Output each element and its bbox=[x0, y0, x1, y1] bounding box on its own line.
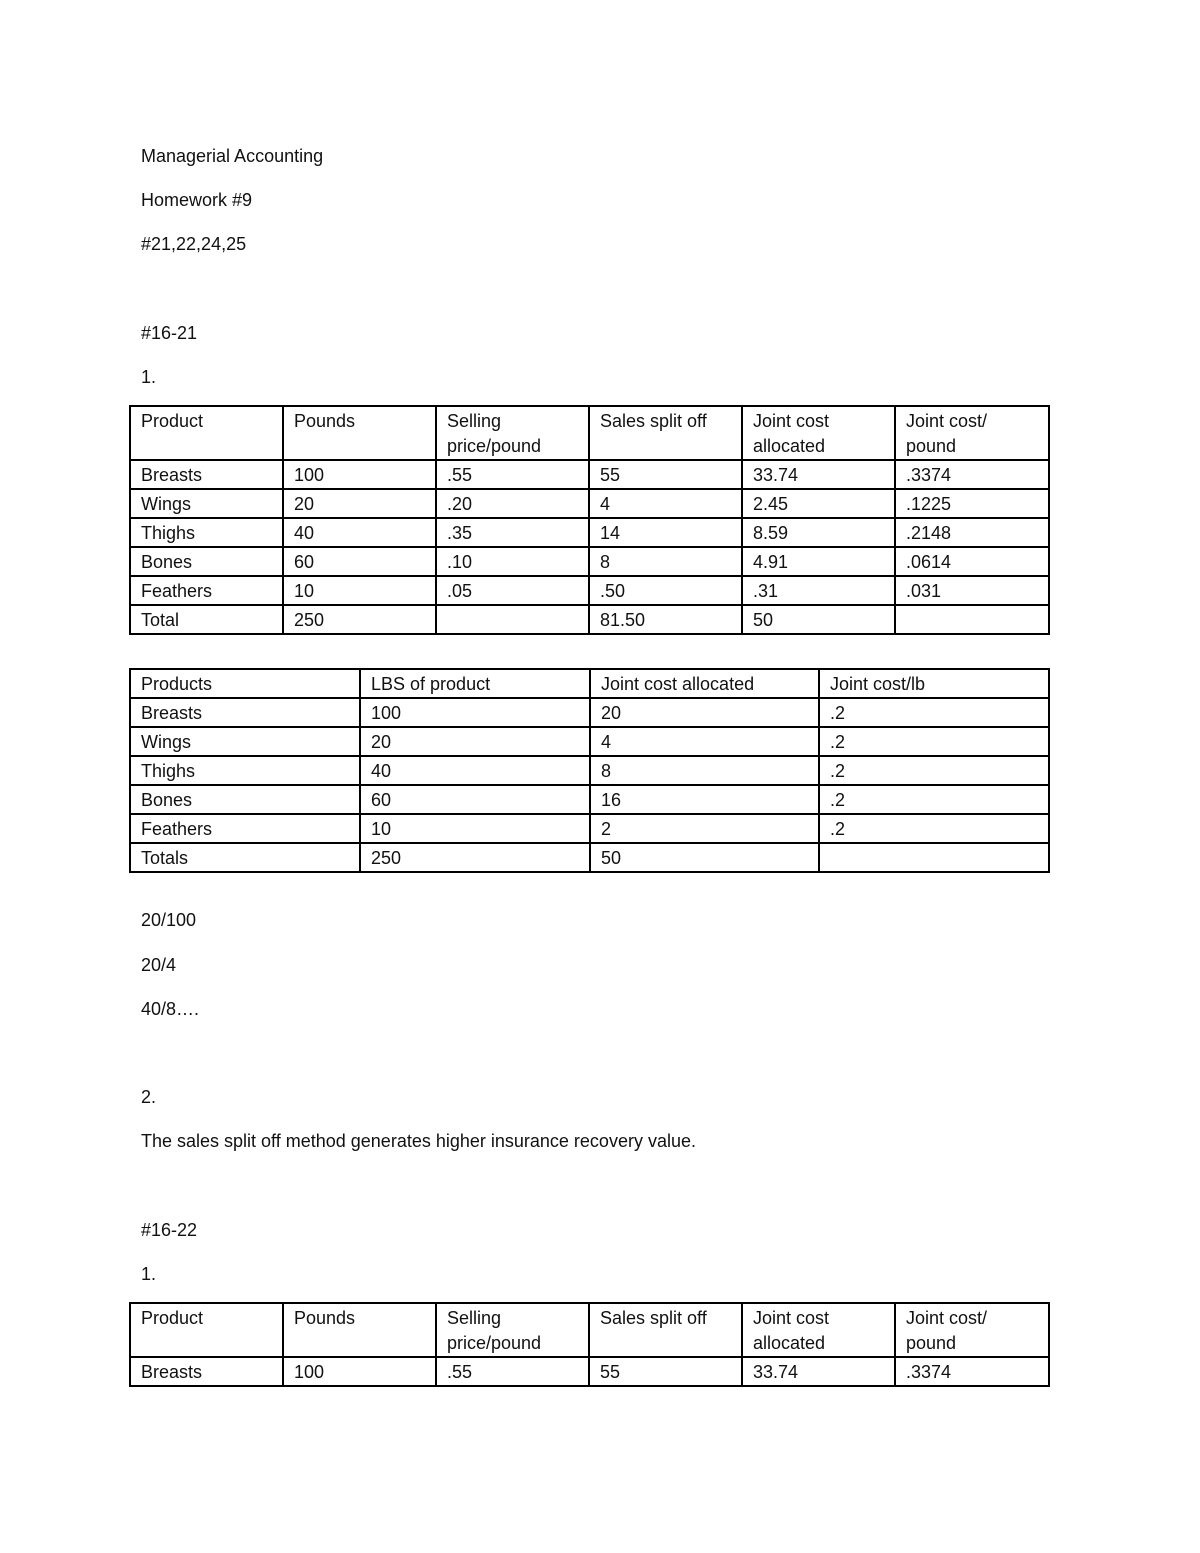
table-cell: .35 bbox=[436, 518, 589, 547]
table-cell: .10 bbox=[436, 547, 589, 576]
header-cell: Joint cost/ pound bbox=[895, 1303, 1049, 1357]
table-cell: Bones bbox=[130, 785, 360, 814]
joint-cost-table-pounds bbox=[129, 668, 1050, 873]
table-cell: 20 bbox=[360, 727, 590, 756]
table-cell: 50 bbox=[590, 843, 819, 872]
table-cell: Total bbox=[130, 605, 283, 634]
calc-note: 20/4 bbox=[141, 955, 177, 975]
table-cell: 20 bbox=[590, 698, 819, 727]
table-cell: 55 bbox=[589, 1357, 742, 1386]
item-number-2: 2. bbox=[141, 1087, 157, 1107]
header-cell: Joint cost/lb bbox=[819, 669, 1049, 698]
table-cell: .2 bbox=[819, 698, 1049, 727]
table-row bbox=[130, 518, 1049, 547]
table-cell: 50 bbox=[742, 605, 895, 634]
item-number-1: 1. bbox=[141, 367, 157, 387]
table-row bbox=[130, 756, 1049, 785]
header-cell: Joint cost allocated bbox=[590, 669, 819, 698]
table-cell: Feathers bbox=[130, 814, 360, 843]
header-cell: Selling price/pound bbox=[436, 1303, 589, 1357]
table-cell: 20 bbox=[283, 489, 436, 518]
table-cell: Wings bbox=[130, 727, 360, 756]
table-cell: 8.59 bbox=[742, 518, 895, 547]
table-row bbox=[130, 814, 1049, 843]
table-cell: 33.74 bbox=[742, 460, 895, 489]
table-cell: .05 bbox=[436, 576, 589, 605]
table-cell bbox=[819, 843, 1049, 872]
answer-text: The sales split off method generates higher insurance recovery value. bbox=[141, 1131, 696, 1151]
table-row bbox=[130, 576, 1049, 605]
table-cell: 14 bbox=[589, 518, 742, 547]
section-heading-16-21: #16-21 bbox=[141, 323, 198, 343]
table-row bbox=[130, 1357, 1049, 1386]
table-cell: 100 bbox=[283, 1357, 436, 1386]
table-cell: 10 bbox=[360, 814, 590, 843]
table-cell: 60 bbox=[283, 547, 436, 576]
table-header-row bbox=[130, 406, 1049, 460]
table-cell: .1225 bbox=[895, 489, 1049, 518]
table-cell: .0614 bbox=[895, 547, 1049, 576]
table-cell: .50 bbox=[589, 576, 742, 605]
table-cell: 40 bbox=[360, 756, 590, 785]
table-cell: Breasts bbox=[130, 1357, 283, 1386]
table-header-row bbox=[130, 1303, 1049, 1357]
table-cell: Breasts bbox=[130, 698, 360, 727]
table-row bbox=[130, 605, 1049, 634]
header-cell: Product bbox=[130, 406, 283, 460]
table-row bbox=[130, 727, 1049, 756]
table-cell: 8 bbox=[589, 547, 742, 576]
table-header-row bbox=[130, 669, 1049, 698]
table-row bbox=[130, 489, 1049, 518]
table-cell: 4.91 bbox=[742, 547, 895, 576]
table-cell: .31 bbox=[742, 576, 895, 605]
header-cell: Joint cost/ pound bbox=[895, 406, 1049, 460]
calc-note: 40/8…. bbox=[141, 999, 200, 1019]
header-cell: Sales split off bbox=[589, 406, 742, 460]
problems-list: #21,22,24,25 bbox=[141, 234, 247, 254]
table-cell: .031 bbox=[895, 576, 1049, 605]
table-row bbox=[130, 785, 1049, 814]
header-cell: Joint cost allocated bbox=[742, 406, 895, 460]
table-row bbox=[130, 547, 1049, 576]
table-cell: 8 bbox=[590, 756, 819, 785]
table-cell: 100 bbox=[360, 698, 590, 727]
table-cell: 60 bbox=[360, 785, 590, 814]
table-cell: .2148 bbox=[895, 518, 1049, 547]
table-cell: .2 bbox=[819, 756, 1049, 785]
table-cell: Breasts bbox=[130, 460, 283, 489]
table-cell: 250 bbox=[283, 605, 436, 634]
table-cell: Totals bbox=[130, 843, 360, 872]
table-row bbox=[130, 843, 1049, 872]
table-cell: .55 bbox=[436, 460, 589, 489]
header-cell: Products bbox=[130, 669, 360, 698]
table-cell: .2 bbox=[819, 785, 1049, 814]
header-cell: Joint cost allocated bbox=[742, 1303, 895, 1357]
table-cell: 4 bbox=[590, 727, 819, 756]
section-heading-16-22: #16-22 bbox=[141, 1220, 198, 1240]
table-cell: 81.50 bbox=[589, 605, 742, 634]
table-cell: .3374 bbox=[895, 1357, 1049, 1386]
item-number-1b: 1. bbox=[141, 1264, 157, 1284]
table-cell: 2.45 bbox=[742, 489, 895, 518]
doc-title: Managerial Accounting bbox=[141, 146, 324, 166]
table-cell: 4 bbox=[589, 489, 742, 518]
table-cell: 55 bbox=[589, 460, 742, 489]
table-cell: 16 bbox=[590, 785, 819, 814]
header-cell: Pounds bbox=[283, 406, 436, 460]
table-cell: 100 bbox=[283, 460, 436, 489]
header-cell: LBS of product bbox=[360, 669, 590, 698]
header-cell: Product bbox=[130, 1303, 283, 1357]
table-cell: .2 bbox=[819, 727, 1049, 756]
joint-cost-table-sales-2 bbox=[129, 1302, 1050, 1387]
table-cell: Bones bbox=[130, 547, 283, 576]
table-cell: Thighs bbox=[130, 756, 360, 785]
table-row bbox=[130, 698, 1049, 727]
joint-cost-table-sales bbox=[129, 405, 1050, 635]
table-cell: 10 bbox=[283, 576, 436, 605]
calc-note: 20/100 bbox=[141, 910, 197, 930]
table-cell: .20 bbox=[436, 489, 589, 518]
table-row bbox=[130, 460, 1049, 489]
header-cell: Selling price/pound bbox=[436, 406, 589, 460]
table-cell: .2 bbox=[819, 814, 1049, 843]
table-cell: 2 bbox=[590, 814, 819, 843]
table-cell bbox=[436, 605, 589, 634]
table-cell bbox=[895, 605, 1049, 634]
header-cell: Sales split off bbox=[589, 1303, 742, 1357]
table-cell: Feathers bbox=[130, 576, 283, 605]
table-cell: 33.74 bbox=[742, 1357, 895, 1386]
table-cell: .3374 bbox=[895, 460, 1049, 489]
table-cell: 40 bbox=[283, 518, 436, 547]
table-cell: .55 bbox=[436, 1357, 589, 1386]
table-cell: Thighs bbox=[130, 518, 283, 547]
table-cell: Wings bbox=[130, 489, 283, 518]
header-cell: Pounds bbox=[283, 1303, 436, 1357]
table-cell: 250 bbox=[360, 843, 590, 872]
homework-label: Homework #9 bbox=[141, 190, 253, 210]
